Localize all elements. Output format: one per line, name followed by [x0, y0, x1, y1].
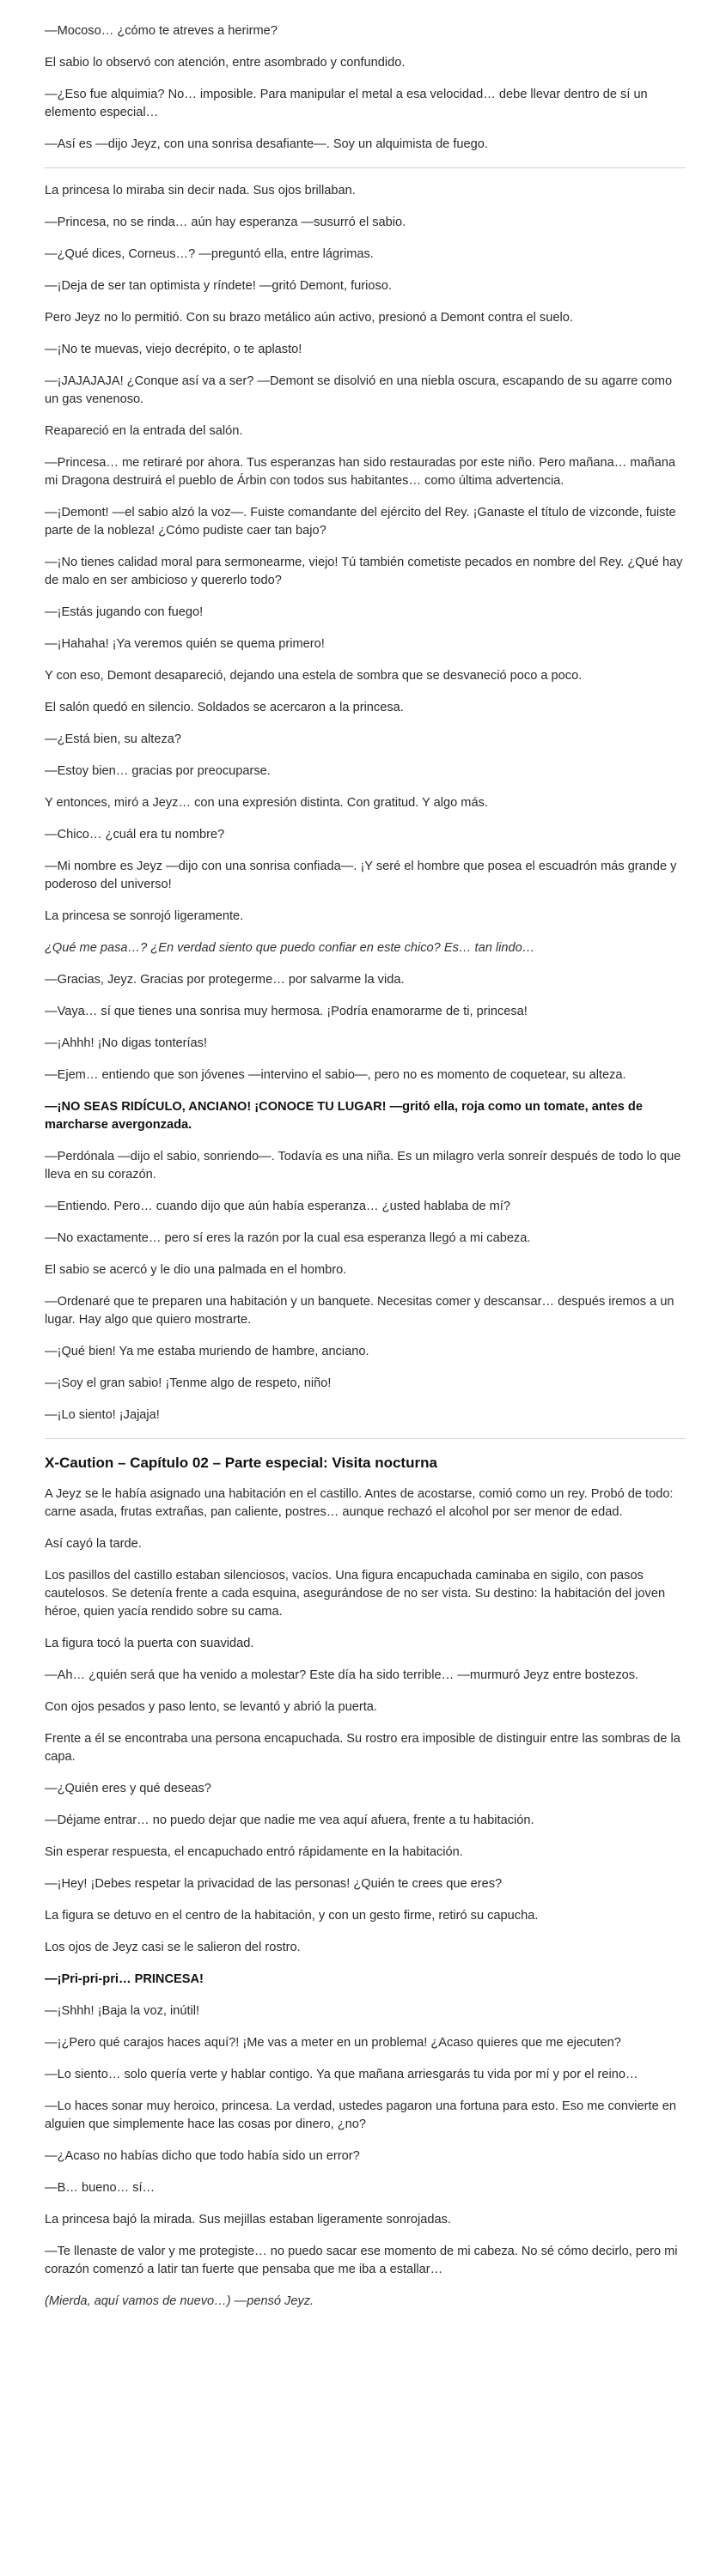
- chapter-title: X-Caution – Capítulo 02 – Parte especial: Visita nocturna: [45, 1455, 437, 1471]
- story-paragraph: —¡JAJAJAJA! ¿Conque así va a ser? —Demont se disolvió en una niebla oscura, escapando de su agarre como un gas venenoso.: [45, 374, 673, 406]
- story-paragraph: —No exactamente… pero sí eres la razón por la cual esa esperanza llegó a mi cabeza.: [45, 1231, 531, 1245]
- story-paragraph: —¡Pri-pri-pri… PRINCESA!: [45, 1972, 204, 1986]
- story-paragraph: —¡Ahhh! ¡No digas tonterías!: [45, 1036, 207, 1050]
- story-paragraph: —Ordenaré que te preparen una habitación y un banquete. Necesitas comer y descansar… después iremos a un lugar. Hay algo que quiero mostrarte.: [45, 1295, 674, 1327]
- story-paragraph: Pero Jeyz no lo permitió. Con su brazo metálico aún activo, presionó a Demont contra el suelo.: [45, 311, 573, 325]
- story-paragraph: —¿Está bien, su alteza?: [45, 732, 181, 746]
- story-paragraph: —Princesa… me retiraré por ahora. Tus esperanzas han sido restauradas por este niño. Pero mañana… mañana mi Dragona destruirá el pueblo de Árbin con todos sus habitantes… como última advertencia.: [45, 456, 676, 488]
- story-paragraph: Los pasillos del castillo estaban silenciosos, vacíos. Una figura encapuchada caminaba en sigilo, con pasos cautelosos. Se detenía frente a cada esquina, asegurándose de no ser vista. Su destino: la habitación del joven héroe, quien yacía rendido sobre su cama.: [45, 1569, 666, 1619]
- story-paragraph: Frente a él se encontraba una persona encapuchada. Su rostro era imposible de distinguir entre las sombras de la capa.: [45, 1732, 680, 1764]
- story-paragraph: El salón quedó en silencio. Soldados se acercaron a la princesa.: [45, 701, 404, 714]
- story-paragraph: Reapareció en la entrada del salón.: [45, 424, 243, 438]
- story-paragraph: —Gracias, Jeyz. Gracias por protegerme… por salvarme la vida.: [45, 973, 405, 987]
- story-paragraph: —Entiendo. Pero… cuando dijo que aún había esperanza… ¿usted hablaba de mí?: [45, 1200, 510, 1213]
- story-paragraph: La princesa lo miraba sin decir nada. Sus ojos brillaban.: [45, 184, 356, 197]
- story-paragraph: —¡Hahaha! ¡Ya veremos quién se quema primero!: [45, 637, 325, 651]
- story-paragraph: —¡Shhh! ¡Baja la voz, inútil!: [45, 2004, 200, 2018]
- story-paragraph: —Lo siento… solo quería verte y hablar contigo. Ya que mañana arriesgarás tu vida por mí y por el reino…: [45, 2068, 638, 2081]
- story-paragraph: —¡Demont! —el sabio alzó la voz—. Fuiste comandante del ejército del Rey. ¡Ganaste el título de vizconde, fuiste parte de la nobleza! ¿Cómo pudiste caer tan bajo?: [45, 506, 676, 538]
- story-paragraph: —¿Qué dices, Corneus…? —preguntó ella, entre lágrimas.: [45, 247, 374, 261]
- story-paragraph: La figura tocó la puerta con suavidad.: [45, 1637, 254, 1650]
- story-paragraph: —¡Estás jugando con fuego!: [45, 605, 204, 619]
- chapter-divider: [45, 1438, 686, 1439]
- story-paragraph: —B… bueno… sí…: [45, 2181, 156, 2195]
- story-paragraph: ¿Qué me pasa…? ¿En verdad siento que puedo confiar en este chico? Es… tan lindo…: [45, 941, 535, 955]
- story-paragraph: —Ejem… entiendo que son jóvenes —intervino el sabio—, pero no es momento de coquetear, su alteza.: [45, 1068, 626, 1082]
- story-paragraph: —Ah… ¿quién será que ha venido a molestar? Este día ha sido terrible… —murmuró Jeyz entre bostezos.: [45, 1668, 639, 1682]
- story-paragraph: —Así es —dijo Jeyz, con una sonrisa desafiante—. Soy un alquimista de fuego.: [45, 137, 488, 151]
- story-paragraph: —Perdónala —dijo el sabio, sonriendo—. Todavía es una niña. Es un milagro verla sonreír después de todo lo que lleva en su corazón.: [45, 1150, 681, 1182]
- story-paragraph: El sabio lo observó con atención, entre asombrado y confundido.: [45, 56, 406, 70]
- story-paragraph: —¿Eso fue alquimia? No… imposible. Para manipular el metal a esa velocidad… debe llevar dentro de sí un elemento especial…: [45, 88, 648, 119]
- story-paragraph: La figura se detuvo en el centro de la habitación, y con un gesto firme, retiró su capucha.: [45, 1909, 539, 1923]
- story-paragraph: —¡Lo siento! ¡Jajaja!: [45, 1408, 160, 1422]
- story-section-night-visit: [45, 1485, 686, 2311]
- section-divider: [45, 167, 686, 168]
- story-paragraph: —Estoy bien… gracias por preocuparse.: [45, 764, 271, 778]
- story-section-aftermath: [45, 182, 686, 1425]
- story-paragraph: Así cayó la tarde.: [45, 1537, 142, 1551]
- story-paragraph: —¡No te muevas, viejo decrépito, o te aplasto!: [45, 343, 302, 356]
- story-paragraph: El sabio se acercó y le dio una palmada en el hombro.: [45, 1263, 347, 1277]
- story-paragraph: A Jeyz se le había asignado una habitación en el castillo. Antes de acostarse, comió como un rey. Probó de todo: carne asada, frutas extrañas, pan caliente, postres… aunque rechazó el alcohol por ser menor de edad.: [45, 1487, 674, 1519]
- story-paragraph: Con ojos pesados y paso lento, se levantó y abrió la puerta.: [45, 1700, 377, 1714]
- story-section-duel: [45, 22, 686, 154]
- story-paragraph: —¡¿Pero qué carajos haces aquí?! ¡Me vas a meter en un problema! ¿Acaso quieres que me ejecuten?: [45, 2036, 621, 2050]
- story-paragraph: —Chico… ¿cuál era tu nombre?: [45, 828, 225, 841]
- story-paragraph: —¿Quién eres y qué deseas?: [45, 1782, 211, 1795]
- story-paragraph: —Mocoso… ¿cómo te atreves a herirme?: [45, 24, 278, 38]
- story-paragraph: —Princesa, no se rinda… aún hay esperanza —susurró el sabio.: [45, 216, 406, 229]
- story-paragraph: —¡Deja de ser tan optimista y ríndete! —gritó Demont, furioso.: [45, 279, 392, 293]
- story-paragraph: —Vaya… sí que tienes una sonrisa muy hermosa. ¡Podría enamorarme de ti, princesa!: [45, 1005, 528, 1018]
- story-paragraph: —¡No tienes calidad moral para sermonearme, viejo! Tú también cometiste pecados en nombre del Rey. ¿Qué hay de malo en ser ambicioso y quererlo todo?: [45, 556, 683, 587]
- story-paragraph: —Déjame entrar… no puedo dejar que nadie me vea aquí afuera, frente a tu habitación.: [45, 1814, 534, 1827]
- story-paragraph: —Te llenaste de valor y me protegiste… no puedo sacar ese momento de mi cabeza. No sé cómo decirlo, pero mi corazón comenzó a latir tan fuerte que pensaba que me iba a estallar…: [45, 2245, 678, 2276]
- story-paragraph: —¡Soy el gran sabio! ¡Tenme algo de respeto, niño!: [45, 1376, 332, 1390]
- story-paragraph: Y con eso, Demont desapareció, dejando una estela de sombra que se desvaneció poco a poco.: [45, 669, 583, 683]
- story-paragraph: —¿Acaso no habías dicho que todo había sido un error?: [45, 2149, 360, 2163]
- story-paragraph: —Mi nombre es Jeyz —dijo con una sonrisa confiada—. ¡Y seré el hombre que posea el escuadrón más grande y poderoso del universo!: [45, 860, 677, 891]
- story-paragraph: (Mierda, aquí vamos de nuevo…) —pensó Jeyz.: [45, 2294, 314, 2308]
- story-paragraph: La princesa se sonrojó ligeramente.: [45, 909, 244, 923]
- story-paragraph: Y entonces, miró a Jeyz… con una expresión distinta. Con gratitud. Y algo más.: [45, 796, 488, 810]
- story-paragraph: —Lo haces sonar muy heroico, princesa. La verdad, ustedes pagaron una fortuna para esto. Eso me convierte en alguien que simplemente hace las cosas por dinero, ¿no?: [45, 2099, 676, 2131]
- story-paragraph: —¡Hey! ¡Debes respetar la privacidad de las personas! ¿Quién te crees que eres?: [45, 1877, 503, 1891]
- story-paragraph: Sin esperar respuesta, el encapuchado entró rápidamente en la habitación.: [45, 1845, 463, 1859]
- story-paragraph: —¡NO SEAS RIDÍCULO, ANCIANO! ¡CONOCE TU LUGAR! —gritó ella, roja como un tomate, antes de marcharse avergonzada.: [45, 1100, 643, 1132]
- story-paragraph: —¡Qué bien! Ya me estaba muriendo de hambre, anciano.: [45, 1345, 369, 1358]
- story-paragraph: La princesa bajó la mirada. Sus mejillas estaban ligeramente sonrojadas.: [45, 2213, 451, 2227]
- story-paragraph: Los ojos de Jeyz casi se le salieron del rostro.: [45, 1941, 301, 1954]
